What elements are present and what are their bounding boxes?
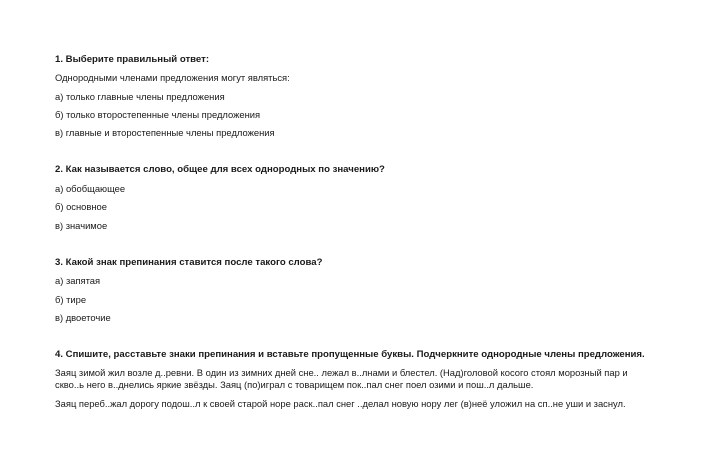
question-1-intro-block: [55, 72, 695, 84]
question-4: [55, 349, 695, 361]
question-1-intro: Однородными членами предложения могут являться:: [55, 72, 290, 83]
question-4-paragraph-1-line-1: Заяц зимой жил возле д..ревни. В один из зимних дней сне.. лежал в..лнами и блестел. (Над)головой косого стоял морозный пар и: [55, 367, 628, 378]
question-4-paragraph-2: [55, 398, 695, 410]
question-2-option-c-block: [55, 220, 695, 232]
question-4-paragraph-1: [55, 367, 695, 391]
question-1-option-b-block: [55, 109, 695, 121]
question-3-option-c-block: [55, 312, 695, 324]
question-3-option-b: б) тире: [55, 294, 87, 305]
question-1-option-a: а) только главные члены предложения: [55, 91, 225, 102]
question-2-option-a: а) обобщающее: [55, 183, 126, 194]
question-1-option-c: в) главные и второстепенные члены предложения: [55, 127, 275, 138]
question-1: [55, 54, 695, 66]
question-3: [55, 257, 695, 269]
question-2-option-a-block: [55, 183, 695, 195]
question-2-option-b-block: [55, 201, 695, 213]
question-1-option-a-block: [55, 91, 695, 103]
question-3-option-a: а) запятая: [55, 275, 101, 286]
question-2-option-b: б) основное: [55, 201, 107, 212]
question-1-option-b: б) только второстепенные члены предложения: [55, 109, 261, 120]
question-4-title: 4. Спишите, расставьте знаки препинания и вставьте пропущенные буквы. Подчеркните однородные члены предложения.: [55, 349, 645, 360]
question-2: [55, 164, 695, 176]
question-3-title: 3. Какой знак препинания ставится после такого слова?: [55, 257, 323, 268]
question-4-paragraph-2-text: Заяц переб..жал дорогу подош..л к своей старой норе раск..пал снег ..делал новую нору лег (в)неё уложил на сп..не уши и заснул.: [55, 398, 626, 409]
question-1-option-c-block: [55, 127, 695, 139]
question-2-title: 2. Как называется слово, общее для всех однородных по значению?: [55, 164, 385, 175]
question-2-option-c: в) значимое: [55, 220, 108, 231]
question-1-title: 1. Выберите правильный ответ:: [55, 54, 210, 65]
question-3-option-a-block: [55, 275, 695, 287]
question-3-option-c: в) двоеточие: [55, 312, 111, 323]
question-4-paragraph-1-line-2: скво..ь него в..днелись яркие звёзды. Заяц (по)играл с товарищем пок..пал снег поел озими и пош..л дальше.: [55, 379, 534, 390]
question-3-option-b-block: [55, 294, 695, 306]
